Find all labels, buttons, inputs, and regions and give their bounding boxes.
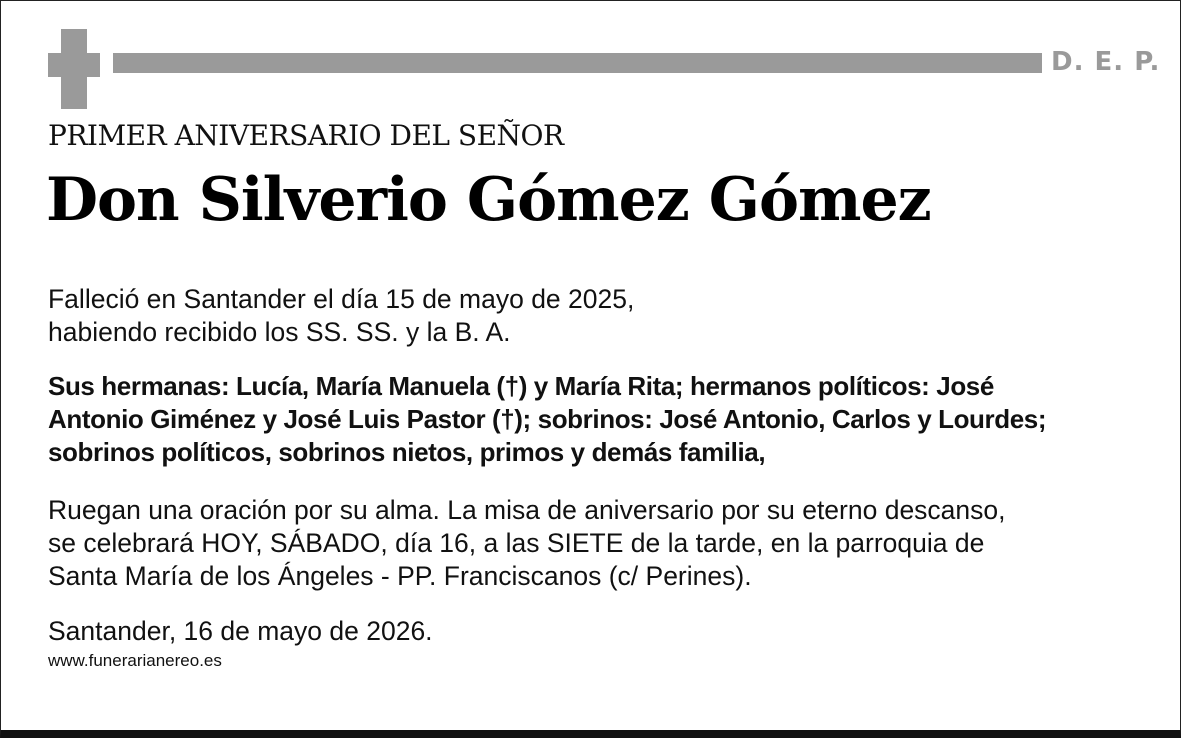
mass-line: se celebrará HOY, SÁBADO, día 16, a las SIETE de la tarde, en la parroquia de: [48, 528, 985, 558]
family-line: sobrinos políticos, sobrinos nietos, primos y demás familia,: [48, 437, 766, 467]
family-paragraph: [48, 370, 1158, 469]
dep-label: D. E. P.: [1051, 47, 1161, 77]
death-line: habiendo recibido los SS. SS. y la B. A.: [48, 317, 511, 347]
mass-line: Santa María de los Ángeles - PP. Franciscanos (c/ Perines).: [48, 561, 752, 591]
death-paragraph: [48, 283, 1148, 349]
deceased-name: Don Silverio Gómez Gómez: [46, 165, 931, 235]
header-rule: [113, 53, 1042, 73]
mass-line: Ruegan una oración por su alma. La misa de aniversario por su eterno descanso,: [48, 495, 1006, 525]
death-line: Falleció en Santander el día 15 de mayo de 2025,: [48, 284, 635, 314]
cross-icon: [48, 29, 100, 109]
family-line: Sus hermanas: Lucía, María Manuela (†) y María Rita; hermanos políticos: José: [48, 371, 994, 401]
website-link[interactable]: www.funerarianereo.es: [48, 651, 222, 670]
family-line: Antonio Giménez y José Luis Pastor (†); sobrinos: José Antonio, Carlos y Lourdes;: [48, 404, 1047, 434]
notice-subtitle: PRIMER ANIVERSARIO DEL SEÑOR: [48, 119, 564, 152]
mass-paragraph: [48, 494, 1148, 593]
place-date: Santander, 16 de mayo de 2026.: [48, 616, 433, 646]
